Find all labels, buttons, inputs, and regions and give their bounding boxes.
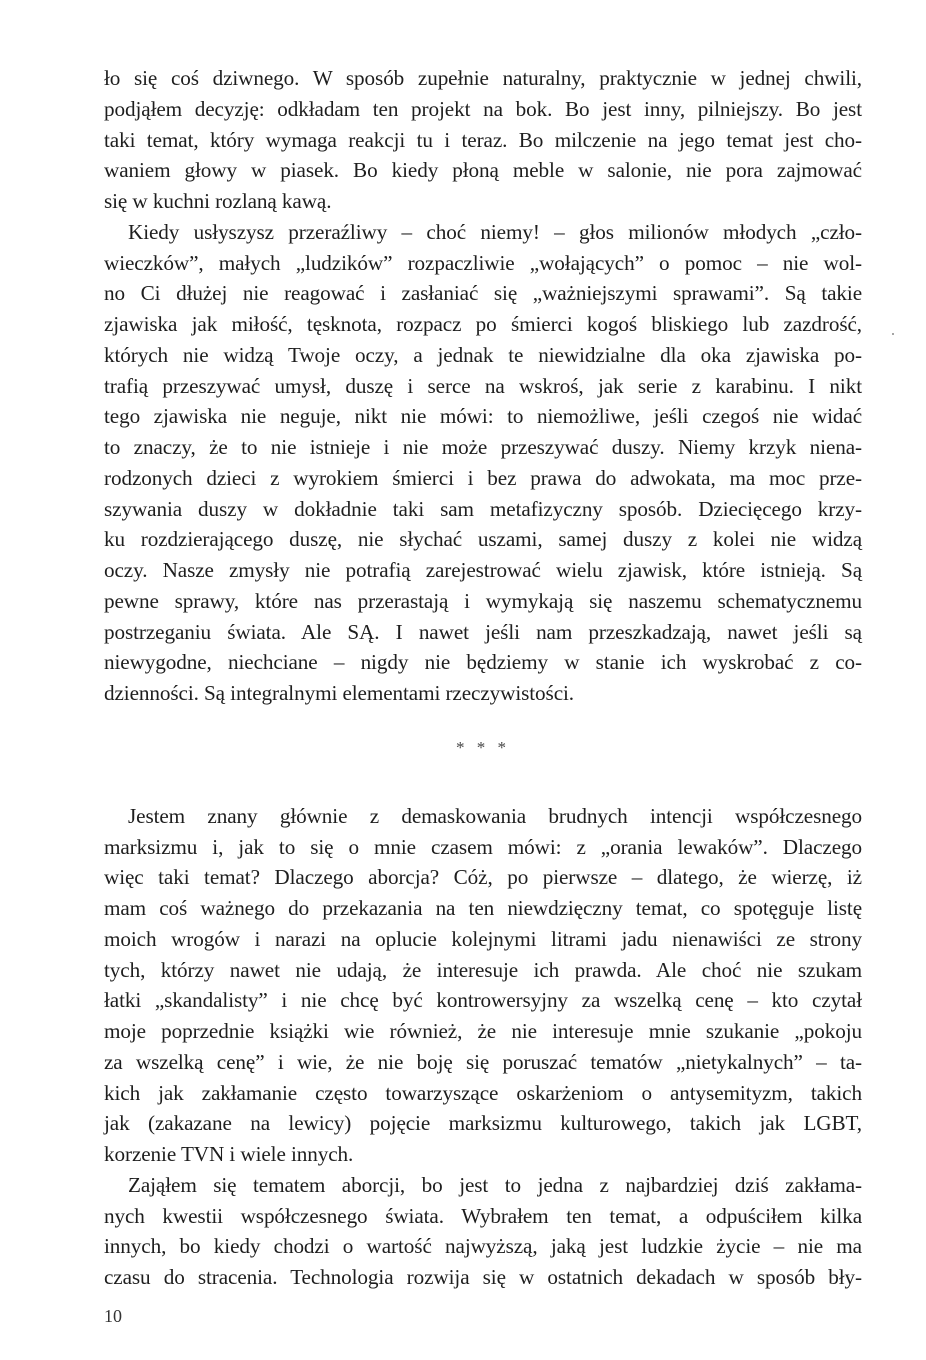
paragraph-continuation (104, 63, 862, 217)
page-number: 10 (104, 1306, 122, 1326)
text-line: się w kuchni rozlaną kawą. (104, 189, 332, 213)
text-line: więc taki temat? Dlaczego aborcja? Cóż, po pierwsze – dlatego, że wierzę, iż (104, 865, 862, 890)
paragraph-zajalem-sie (104, 1170, 862, 1293)
text-line: jak (zakazane na lewicy) pojęcie marksizmu kulturowego, takich jak LGBT, (104, 1111, 862, 1136)
text-line: moich wrogów i narazi na oplucie kolejnymi litrami jadu nienawiści ze strony (104, 926, 862, 951)
text-line: no Ci dłużej nie reagować i zasłaniać się „ważniejszymi sprawami”. Są takie (104, 281, 862, 306)
scan-speck (892, 333, 894, 335)
text-line: marksizmu i, jak to się o mnie czasem mówi: z „orania lewaków”. Dlaczego (104, 834, 862, 859)
text-line: łatki „skandalisty” i nie chcę być kontrowersyjny za wszelką cenę – kto czytał (104, 988, 862, 1013)
text-line: moje poprzednie książki wie również, że nie interesuje mnie szukanie „pokoju (104, 1019, 862, 1043)
text-line: nych kwestii współczesnego świata. Wybrałem ten temat, a odpuściłem kilka (104, 1203, 862, 1228)
text-line: ło się coś dziwnego. W sposób zupełnie naturalny, praktycznie w jednej chwili, (104, 66, 862, 90)
text-line: pewne sprawy, które nas przerastają i wymykają się naszemu schematycznemu (104, 588, 862, 613)
text-line: szywania duszy w dokładnie taki sam metafizyczny sposób. Dziecięcego krzy- (104, 496, 862, 521)
text-line: to znaczy, że to nie istnieje i nie może przeszywać duszy. Niemy krzyk niena- (104, 435, 862, 459)
text-line: taki temat, który wymaga reakcji tu i teraz. Bo milczenie na jego temat jest cho- (104, 127, 862, 152)
text-line: rodzonych dzieci z wyrokiem śmierci i bez prawa do adwokata, ma moc prze- (104, 465, 862, 490)
paragraph-jestem-znany (104, 801, 862, 1170)
text-line: czasu do stracenia. Technologia rozwija się w ostatnich dekadach w sposób bły- (104, 1265, 862, 1289)
text-line: Zająłem się tematem aborcji, bo jest to jedna z najbardziej dziś zakłama- (128, 1172, 862, 1197)
book-page-text (104, 63, 862, 1293)
text-line: innych, bo kiedy chodzi o wartość najwyższą, jaką jest ludzkie życie – nie ma (104, 1234, 862, 1259)
text-line: postrzeganiu świata. Ale SĄ. I nawet jeśli nam przeszkadzają, nawet jeśli są (104, 619, 862, 644)
text-line: podjąłem decyzję: odkładam ten projekt na bok. Bo jest inny, pilniejszy. Bo jest (104, 96, 862, 121)
text-line: dzienności. Są integralnymi elementami rzeczywistości. (104, 681, 574, 705)
text-line: mam coś ważnego do przekazania na ten niewdzięczny temat, co spotęguje listę (104, 896, 862, 920)
section-separator-asterisks: * * * (456, 737, 510, 757)
text-line: korzenie TVN i wiele innych. (104, 1142, 354, 1166)
text-line: oczy. Nasze zmysły nie potrafią zarejestrować wielu zjawisk, które istnieją. Są (104, 558, 862, 582)
text-line: waniem głowy w piasek. Bo kiedy płoną meble w salonie, nie pora zajmować (104, 158, 862, 183)
text-line: tych, którzy nawet nie udają, że interesuje ich prawda. Ale choć nie szukam (104, 957, 862, 982)
text-line: tego zjawiska nie neguje, nikt nie mówi: to niemożliwe, jeśli czegoś nie widać (104, 404, 862, 429)
text-line: których nie widzą Twoje oczy, a jednak te niewidzialne dla oka zjawiska po- (104, 342, 862, 367)
text-line: wieczków”, małych „ludzików” rozpaczliwie „wołających” o pomoc – nie wol- (104, 250, 862, 275)
text-line: niewygodne, niechciane – nigdy nie będziemy w stanie ich wyskrobać z co- (104, 650, 862, 675)
text-line: ku rozdzierającego duszę, nie słychać uszami, samej duszy z kolei nie widzą (104, 527, 862, 552)
text-line: Kiedy usłyszysz przeraźliwy – choć niemy! – głos milionów młodych „czło- (128, 219, 862, 244)
text-line: Jestem znany głównie z demaskowania brudnych intencji współczesnego (128, 803, 862, 828)
text-line: kich jak zakłamanie często towarzyszące oskarżeniom o antysemityzm, takich (104, 1080, 862, 1105)
paragraph-kiedy-uslyszysz (104, 217, 862, 709)
text-line: za wszelką cenę” i wie, że nie boję się poruszać tematów „nietykalnych” – ta- (104, 1049, 862, 1074)
text-line: zjawiska jak miłość, tęsknota, rozpacz po śmierci kogoś bliskiego lub zazdrość, (104, 312, 862, 336)
text-line: trafią przeszywać umysł, duszę i serce na wskroś, jak serie z karabinu. I nikt (104, 373, 862, 398)
